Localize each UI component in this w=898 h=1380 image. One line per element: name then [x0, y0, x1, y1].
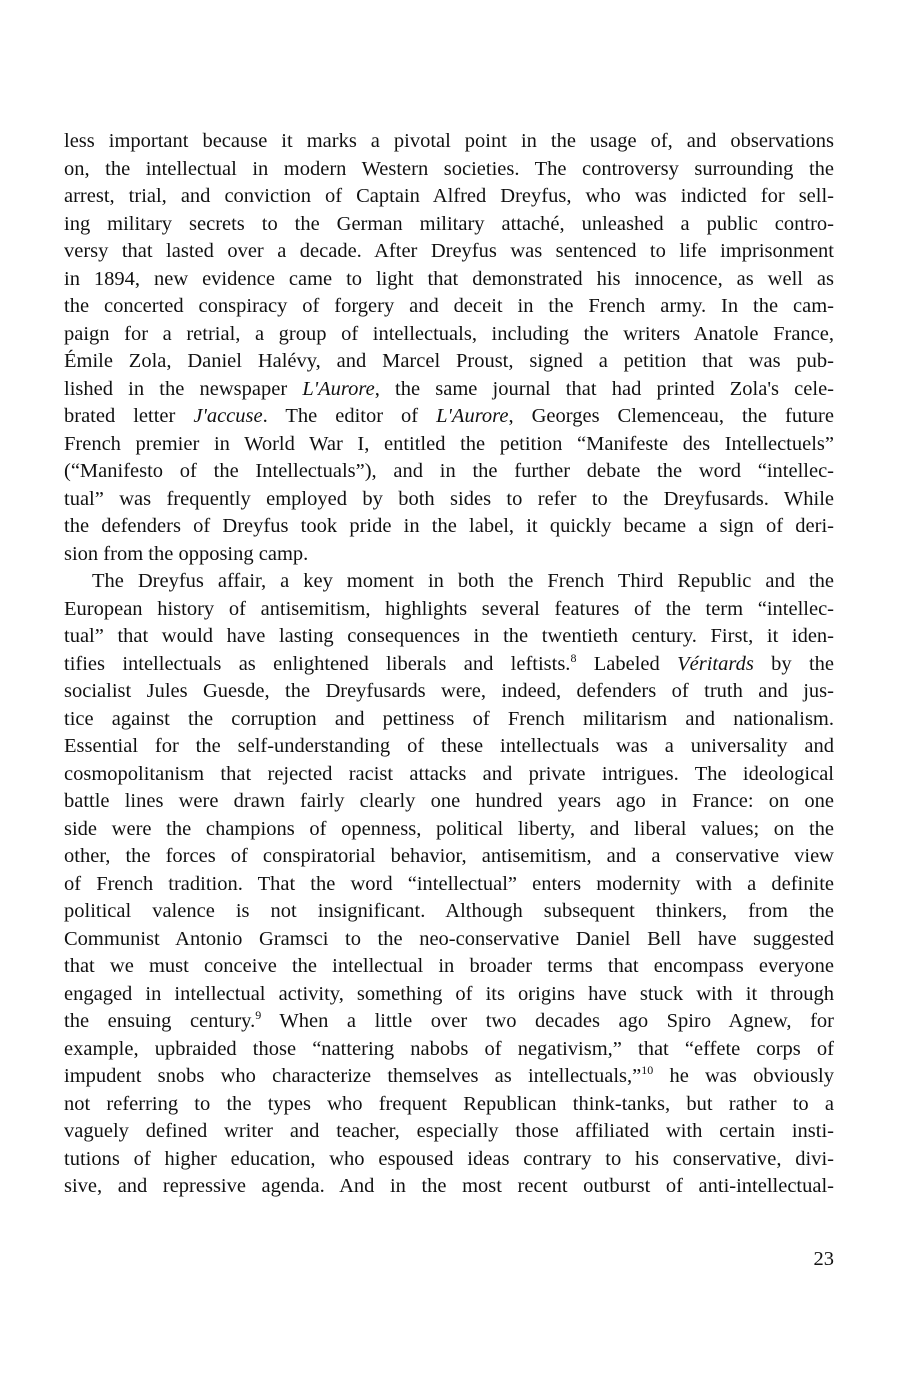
- text-run: ing military secrets to the German military attaché, unleashed a public contro-: [64, 212, 834, 235]
- text-line: [64, 871, 834, 899]
- text-line: [64, 788, 834, 816]
- text-line: [64, 156, 834, 184]
- text-line: [64, 1008, 834, 1036]
- footnote-marker: 9: [255, 1008, 262, 1023]
- italic-text: L'Aurore: [436, 405, 509, 427]
- text-line: [64, 238, 834, 266]
- text-line: [64, 403, 834, 431]
- text-line: [64, 981, 834, 1009]
- text-line: [64, 953, 834, 981]
- text-run: brated letter: [64, 405, 194, 427]
- text-run: . The editor of: [262, 405, 437, 427]
- text-line: [64, 1173, 834, 1201]
- text-line: [64, 211, 834, 239]
- text-run: tual” that would have lasting consequences in the twentieth century. First, it iden-: [64, 625, 834, 647]
- text-line: [64, 898, 834, 926]
- text-line: [64, 1091, 834, 1119]
- text-run: other, the forces of conspiratorial behavior, antisemitism, and a conservative view: [64, 845, 834, 867]
- text-run: the concerted conspiracy of forgery and deceit in the French army. In the cam-: [64, 295, 834, 317]
- text-line: [64, 926, 834, 954]
- text-run: on, the intellectual in modern Western societies. The controversy surrounding the: [64, 157, 834, 180]
- text-run: French premier in World War I, entitled the petition “Manifeste des Intellectuels”: [64, 432, 834, 455]
- text-run: Labeled: [576, 652, 678, 675]
- text-line: [64, 541, 834, 569]
- text-run: The Dreyfus affair, a key moment in both the French Third Republic and the: [92, 570, 834, 592]
- text-run: that we must conceive the intellectual in broader terms that encompass everyone: [64, 955, 834, 977]
- text-line: [64, 458, 834, 486]
- text-run: battle lines were drawn fairly clearly one hundred years ago in France: on one: [64, 790, 834, 812]
- text-run: cosmopolitanism that rejected racist attacks and private intrigues. The ideological: [64, 762, 834, 785]
- text-run: tutions of higher education, who espoused ideas contrary to his conservative, divi-: [64, 1147, 834, 1170]
- text-line: [64, 843, 834, 871]
- text-run: impudent snobs who characterize themselves as intellectuals,”: [64, 1065, 642, 1087]
- text-line: [64, 1063, 834, 1091]
- italic-text: L'Aurore: [302, 377, 375, 400]
- text-line: [64, 761, 834, 789]
- text-run: sion from the opposing camp.: [64, 542, 309, 565]
- text-line: [64, 1146, 834, 1174]
- text-run: less important because it marks a pivotal point in the usage of, and observations: [64, 130, 834, 152]
- text-run: by the: [753, 652, 834, 675]
- text-run: , Georges Clemenceau, the future: [508, 405, 834, 427]
- text-run: in 1894, new evidence came to light that demonstrated his innocence, as well as: [64, 267, 834, 290]
- text-line: [64, 568, 834, 596]
- text-line: [64, 486, 834, 514]
- text-run: When a little over two decades ago Spiro Agnew, for: [261, 1010, 834, 1032]
- text-line: [64, 816, 834, 844]
- text-run: paign for a retrial, a group of intellectuals, including the writers Anatole France,: [64, 322, 834, 345]
- page-number: 23: [813, 1248, 834, 1270]
- text-run: engaged in intellectual activity, something of its origins have stuck with it through: [64, 982, 834, 1005]
- page-body: [64, 128, 834, 1201]
- text-run: not referring to the types who frequent Republican think-tanks, but rather to a: [64, 1092, 834, 1115]
- text-line: [64, 678, 834, 706]
- text-line: [64, 513, 834, 541]
- text-line: [64, 623, 834, 651]
- text-run: political valence is not insignificant. Although subsequent thinkers, from the: [64, 900, 834, 922]
- text-run: sive, and repressive agenda. And in the most recent outburst of anti-intellectual-: [64, 1175, 834, 1197]
- text-line: [64, 706, 834, 734]
- text-run: Essential for the self-understanding of these intellectuals was a universality and: [64, 735, 834, 757]
- paragraph: [64, 568, 834, 1201]
- text-run: tifies intellectuals as enlightened liberals and leftists.: [64, 652, 571, 675]
- text-run: lished in the newspaper: [64, 377, 303, 400]
- text-run: Émile Zola, Daniel Halévy, and Marcel Proust, signed a petition that was pub-: [64, 350, 834, 372]
- italic-text: J'accuse: [193, 405, 263, 427]
- text-run: side were the champions of openness, political liberty, and liberal values; on the: [64, 817, 834, 840]
- text-run: he was obviously: [653, 1065, 834, 1087]
- text-line: [64, 651, 834, 679]
- text-line: [64, 348, 834, 376]
- text-run: tual” was frequently employed by both sides to refer to the Dreyfusards. While: [64, 487, 834, 510]
- text-line: [64, 293, 834, 321]
- text-run: (“Manifesto of the Intellectuals”), and in the further debate the word “intellec-: [64, 460, 834, 482]
- text-run: , the same journal that had printed Zola's cele-: [374, 377, 834, 400]
- text-run: the defenders of Dreyfus took pride in the label, it quickly became a sign of deri-: [64, 515, 834, 537]
- text-run: tice against the corruption and pettiness of French militarism and nationalism.: [64, 707, 834, 730]
- text-run: socialist Jules Guesde, the Dreyfusards were, indeed, defenders of truth and jus-: [64, 680, 834, 702]
- text-run: example, upbraided those “nattering nabobs of negativism,” that “effete corps of: [64, 1037, 834, 1060]
- text-run: European history of antisemitism, highlights several features of the term “intellec-: [64, 597, 834, 620]
- paragraph: [64, 128, 834, 568]
- text-run: the ensuing century.: [64, 1010, 256, 1032]
- text-line: [64, 183, 834, 211]
- text-run: Communist Antonio Gramsci to the neo-conservative Daniel Bell have suggested: [64, 927, 834, 950]
- footnote-marker: 8: [570, 650, 577, 665]
- text-line: [64, 1118, 834, 1146]
- text-run: versy that lasted over a decade. After Dreyfus was sentenced to life imprisonment: [64, 240, 834, 262]
- text-line: [64, 431, 834, 459]
- text-line: [64, 596, 834, 624]
- text-line: [64, 376, 834, 404]
- italic-text: Véritards: [677, 652, 754, 675]
- text-run: of French tradition. That the word “intellectual” enters modernity with a definite: [64, 872, 834, 895]
- text-line: [64, 1036, 834, 1064]
- text-run: arrest, trial, and conviction of Captain Alfred Dreyfus, who was indicted for sell-: [64, 185, 834, 207]
- text-line: [64, 733, 834, 761]
- footnote-marker: 10: [641, 1063, 654, 1078]
- text-line: [64, 128, 834, 156]
- text-run: vaguely defined writer and teacher, especially those affiliated with certain insti-: [64, 1120, 834, 1142]
- text-line: [64, 266, 834, 294]
- text-line: [64, 321, 834, 349]
